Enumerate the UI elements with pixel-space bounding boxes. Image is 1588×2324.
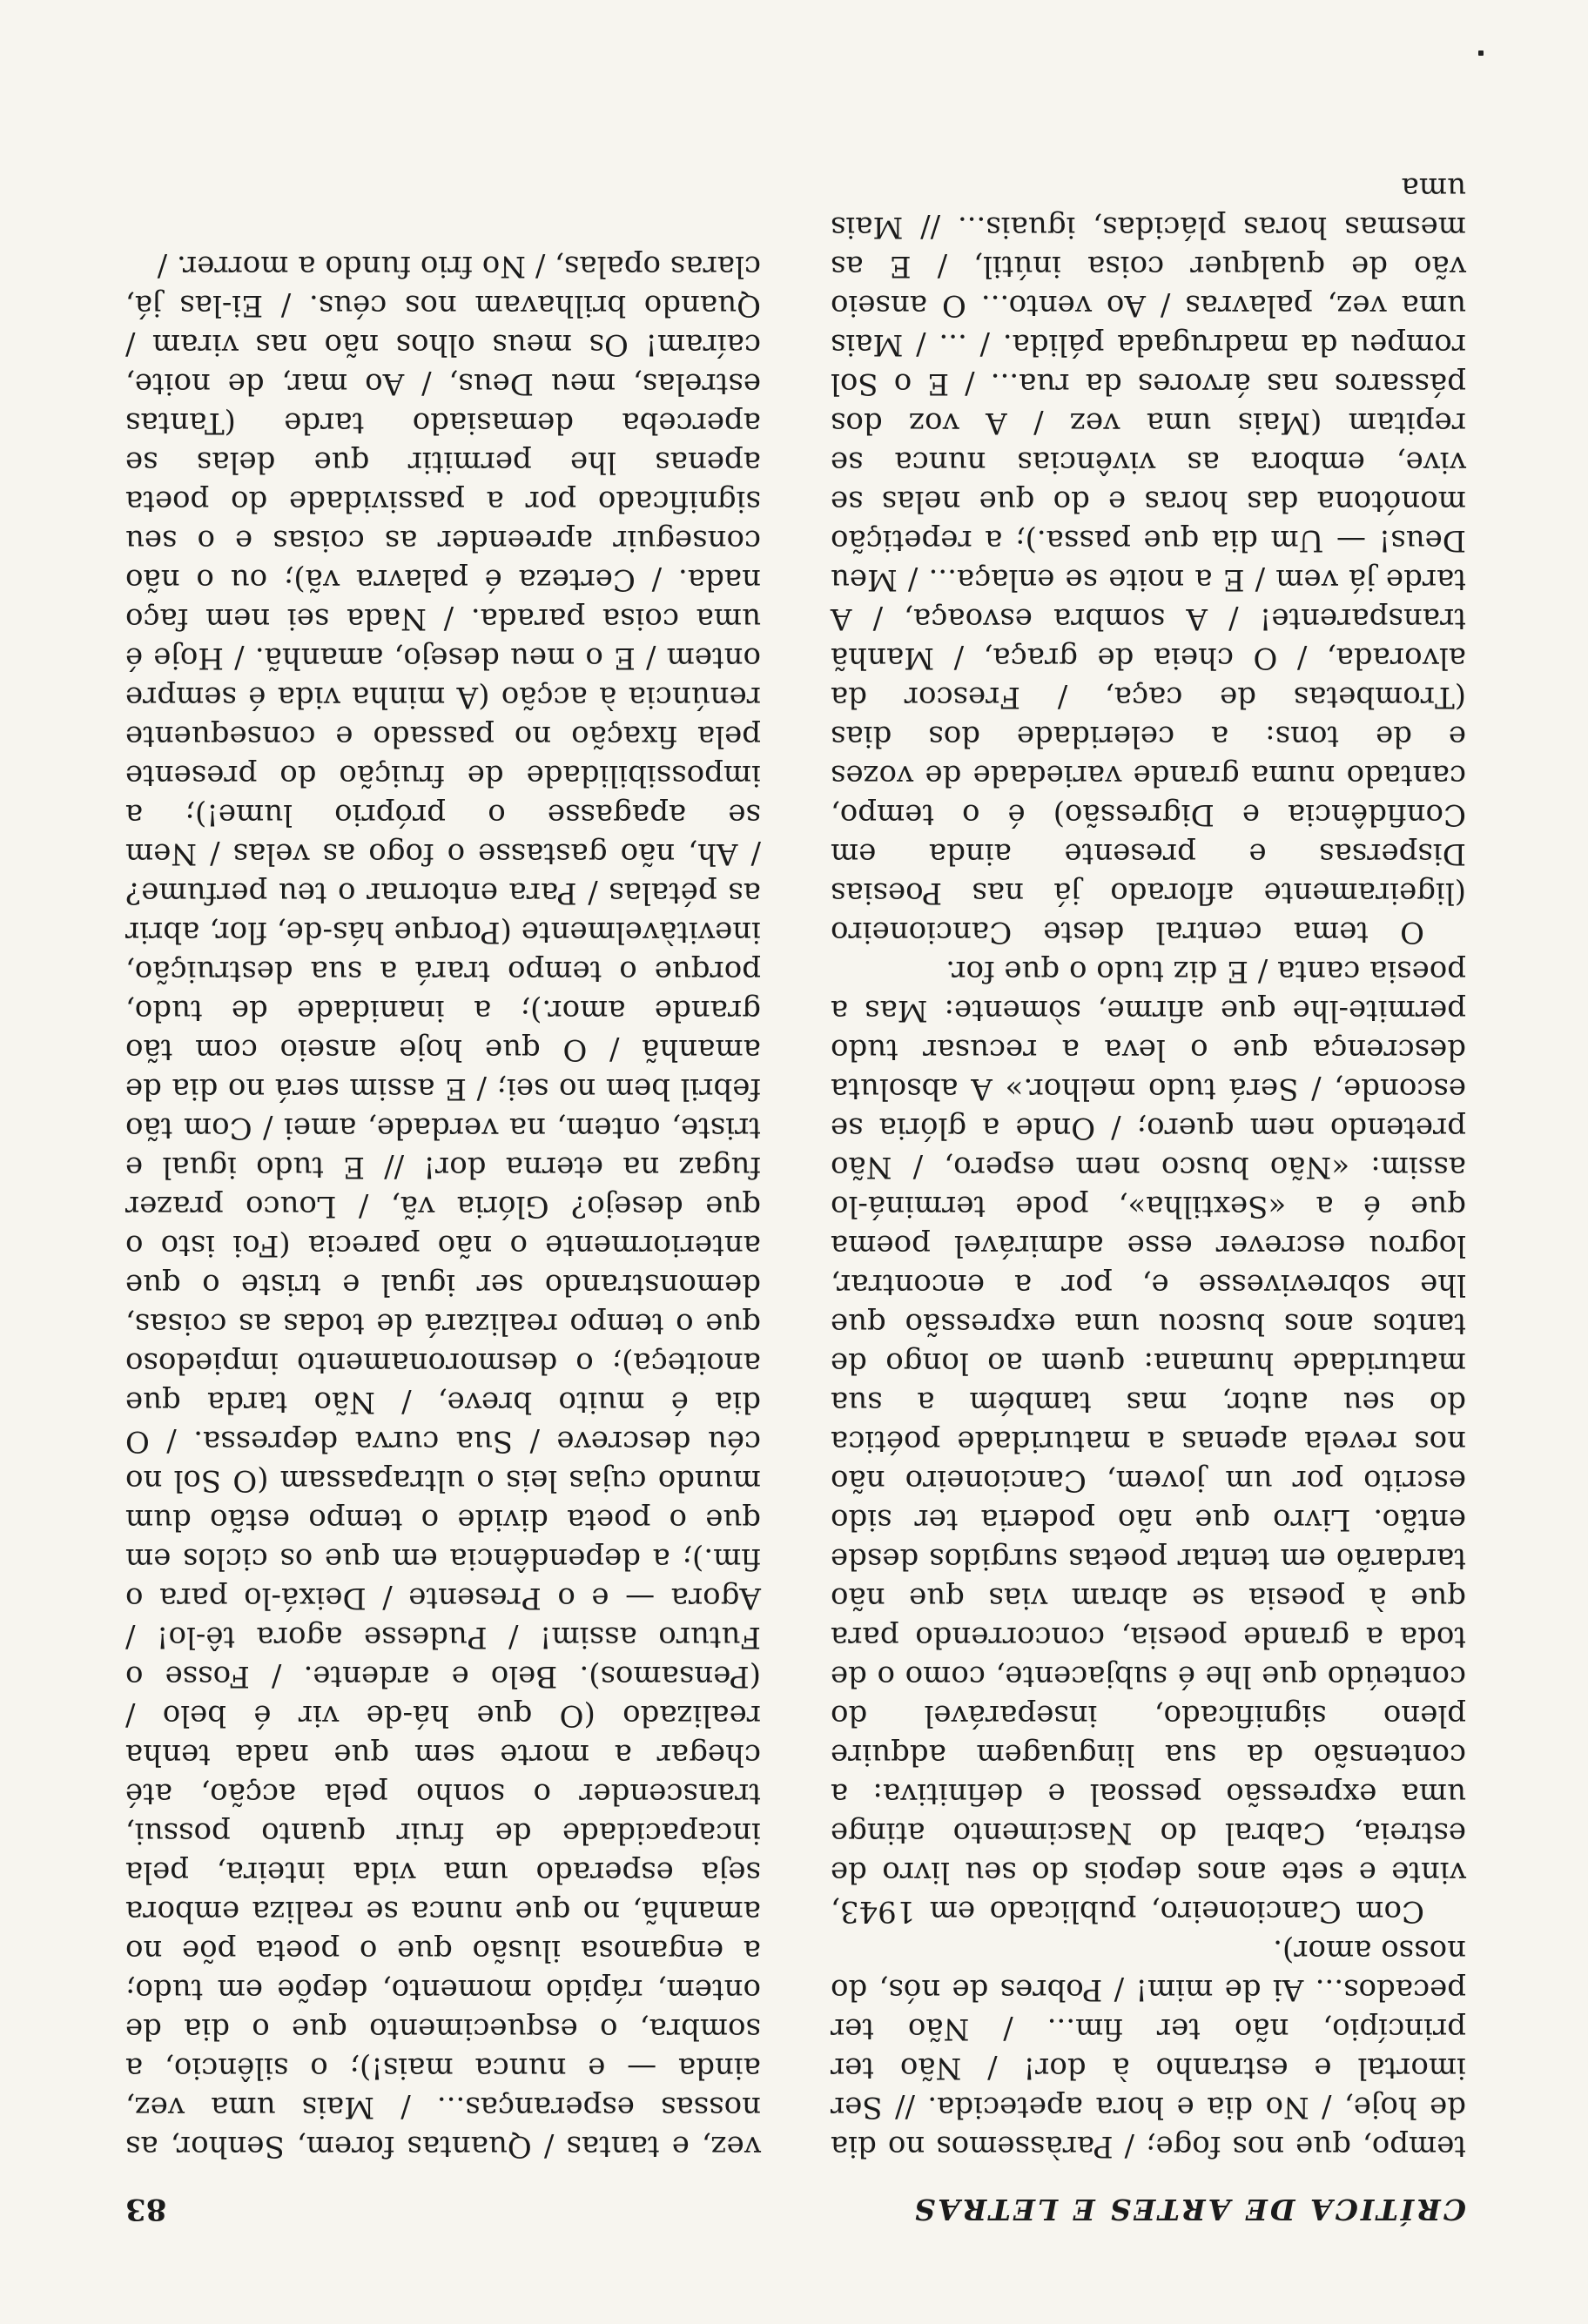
printer-mark [1478, 50, 1484, 56]
running-title: CRÍTICA DE ARTES E LETRAS [912, 2193, 1466, 2227]
paragraph: vez, e tantas / Quantas forem, Senhor, as nossas esperanças... / Mais uma vez, ainda — e nunca mais!); o silêncio, a sombra, o esquecimento que o dia de ontem, rápido momento, depõe em tudo; a enganosa ilusão que o poeta põe no amanhã, no que nunca se realiza embora seja esperado uma vida inteira, pela incapacidade de fruir quanto possui, transcender o sonho pela acção, até chegar a morte sem que nada tenha realizado (O que há-de vir é belo / (Pensamos). Belo e ardente. / Fosse o Futuro assim! / Pudesse agora tê-lo! / Agora — e o Presente / Deixá-lo para o fim.); a dependência em que os ciclos em que o poeta divide o tempo estão dum mundo cujas leis o ultrapassam (O Sol no céu descreve / Sua curva depressa. / O dia é muito breve, / Não tarda que anoiteça); o desmoronamento impiedoso que o tempo realizará de todas as coisas, demonstrando ser igual e triste o que anteriormente o não parecia (Foi isto o que desejo? Glória vã, / Louco prazer fugaz na eterna dor! // E tudo igual e triste, ontem, na verdade, amei / Com tão febril bem no sei; / E assim será no dia de amanhã / O que hoje anseio com tão grande amor.); a inanidade de tudo, porque o tempo trará a sua destruição, inevitàvelmente (Porque hás-de, flor, abrir as pétalas / Para entornar o teu perfume? / Ah, não gastasse o fogo as velas / Nem se apagasse o próprio lume!); a impossibilidade de fruição do presente pela fixação no passado e consequente renúncia à acção (A minha vida é sempre ontem / E o meu desejo, amanhã. / Hoje é uma coisa parada. / Nada sei nem faço nada. / Certeza é palavra vã); ou o não conseguir apreender as coisas e o seu significado por a passividade do poeta apenas lhe permitir que delas se aperceba demasiado tarde (Tantas estrelas, meu Deus, / Ao mar, de noite, caíram! Os meus olhos não nas viram / Quando brilhavam nos céus. / Ei-las já, claras opalas, / No frio fundo a morrer. / [125, 249, 761, 2164]
text-column-right [125, 246, 761, 2166]
text-column-left [831, 168, 1466, 2166]
paragraph: tempo, que nos foge; / Paràssemos no dia de hoje, / No dia e hora apetecida. // Ser imortal e estranho à dor! / Não ter princípio, não ter fim... / Não ter pecados... Ai de mim! / Pobres de nós, do nosso amor). [831, 1933, 1466, 2164]
paragraph: Com Cancioneiro, publicado em 1943, vinte e sete anos depois do seu livro de estreia, Cabral do Nascimento atinge uma expressão pessoal e definitiva: a contensão da sua linguagem adquire pleno significado, inseparável do conteúdo que lhe é subjacente, como o de toda a grande poesia, concorrendo para que à poesia se abram vias que não tardarão em tentar poetas surgidos desde então. Livro que não poderia ter sido escrito por um jovem, Cancioneiro não nos revela apenas a maturidade poética do seu autor, mas também a sua maturidade humana: quem ao longo de tantos anos buscou uma expressão que lhe sobrevivesse e, por a encontrar, logrou escrever esse admirável poema que é a «Sextilha», pode terminá-lo assim: «Não busco nem espero, / Não pretendo nem quero; / Onde a glória se esconde, / Será tudo melhor.» A absoluta descrença que o leva a recusar tudo permite-lhe que afirme, sòmente: Mas a poesia canta / E diz tudo o que for. [831, 954, 1466, 1929]
paragraph: O tema central deste Cancioneiro (ligeiramente aflorado já nas Poesias Dispersas e presente ainda em Confidência e Digressão) é o tempo, cantado numa grande variedade de vozes e de tons: a celeridade dos dias (Trombetas de caça, / Frescor da alvorada, / O cheia de graça, / Manhã transparente! / A sombra esvoaça, / A tarde já vem / E a noite se enlaça... / Meu Deus! — Um dia que passa.); a repetição monótona das horas e do que nelas se vive, embora as vivências nunca se repitam (Mais uma vez / A voz dos pássaros nas árvores da rua... / E o Sol rompeu da madrugada pálida. / ... / Mais uma vez, palavras / Ao vento... O anseio vão de qualquer coisa inútil, / E as mesmas horas plácidas, iguais... // Mais uma [831, 171, 1466, 950]
page-number: 83 [125, 2192, 167, 2227]
page-header [125, 2183, 1466, 2227]
